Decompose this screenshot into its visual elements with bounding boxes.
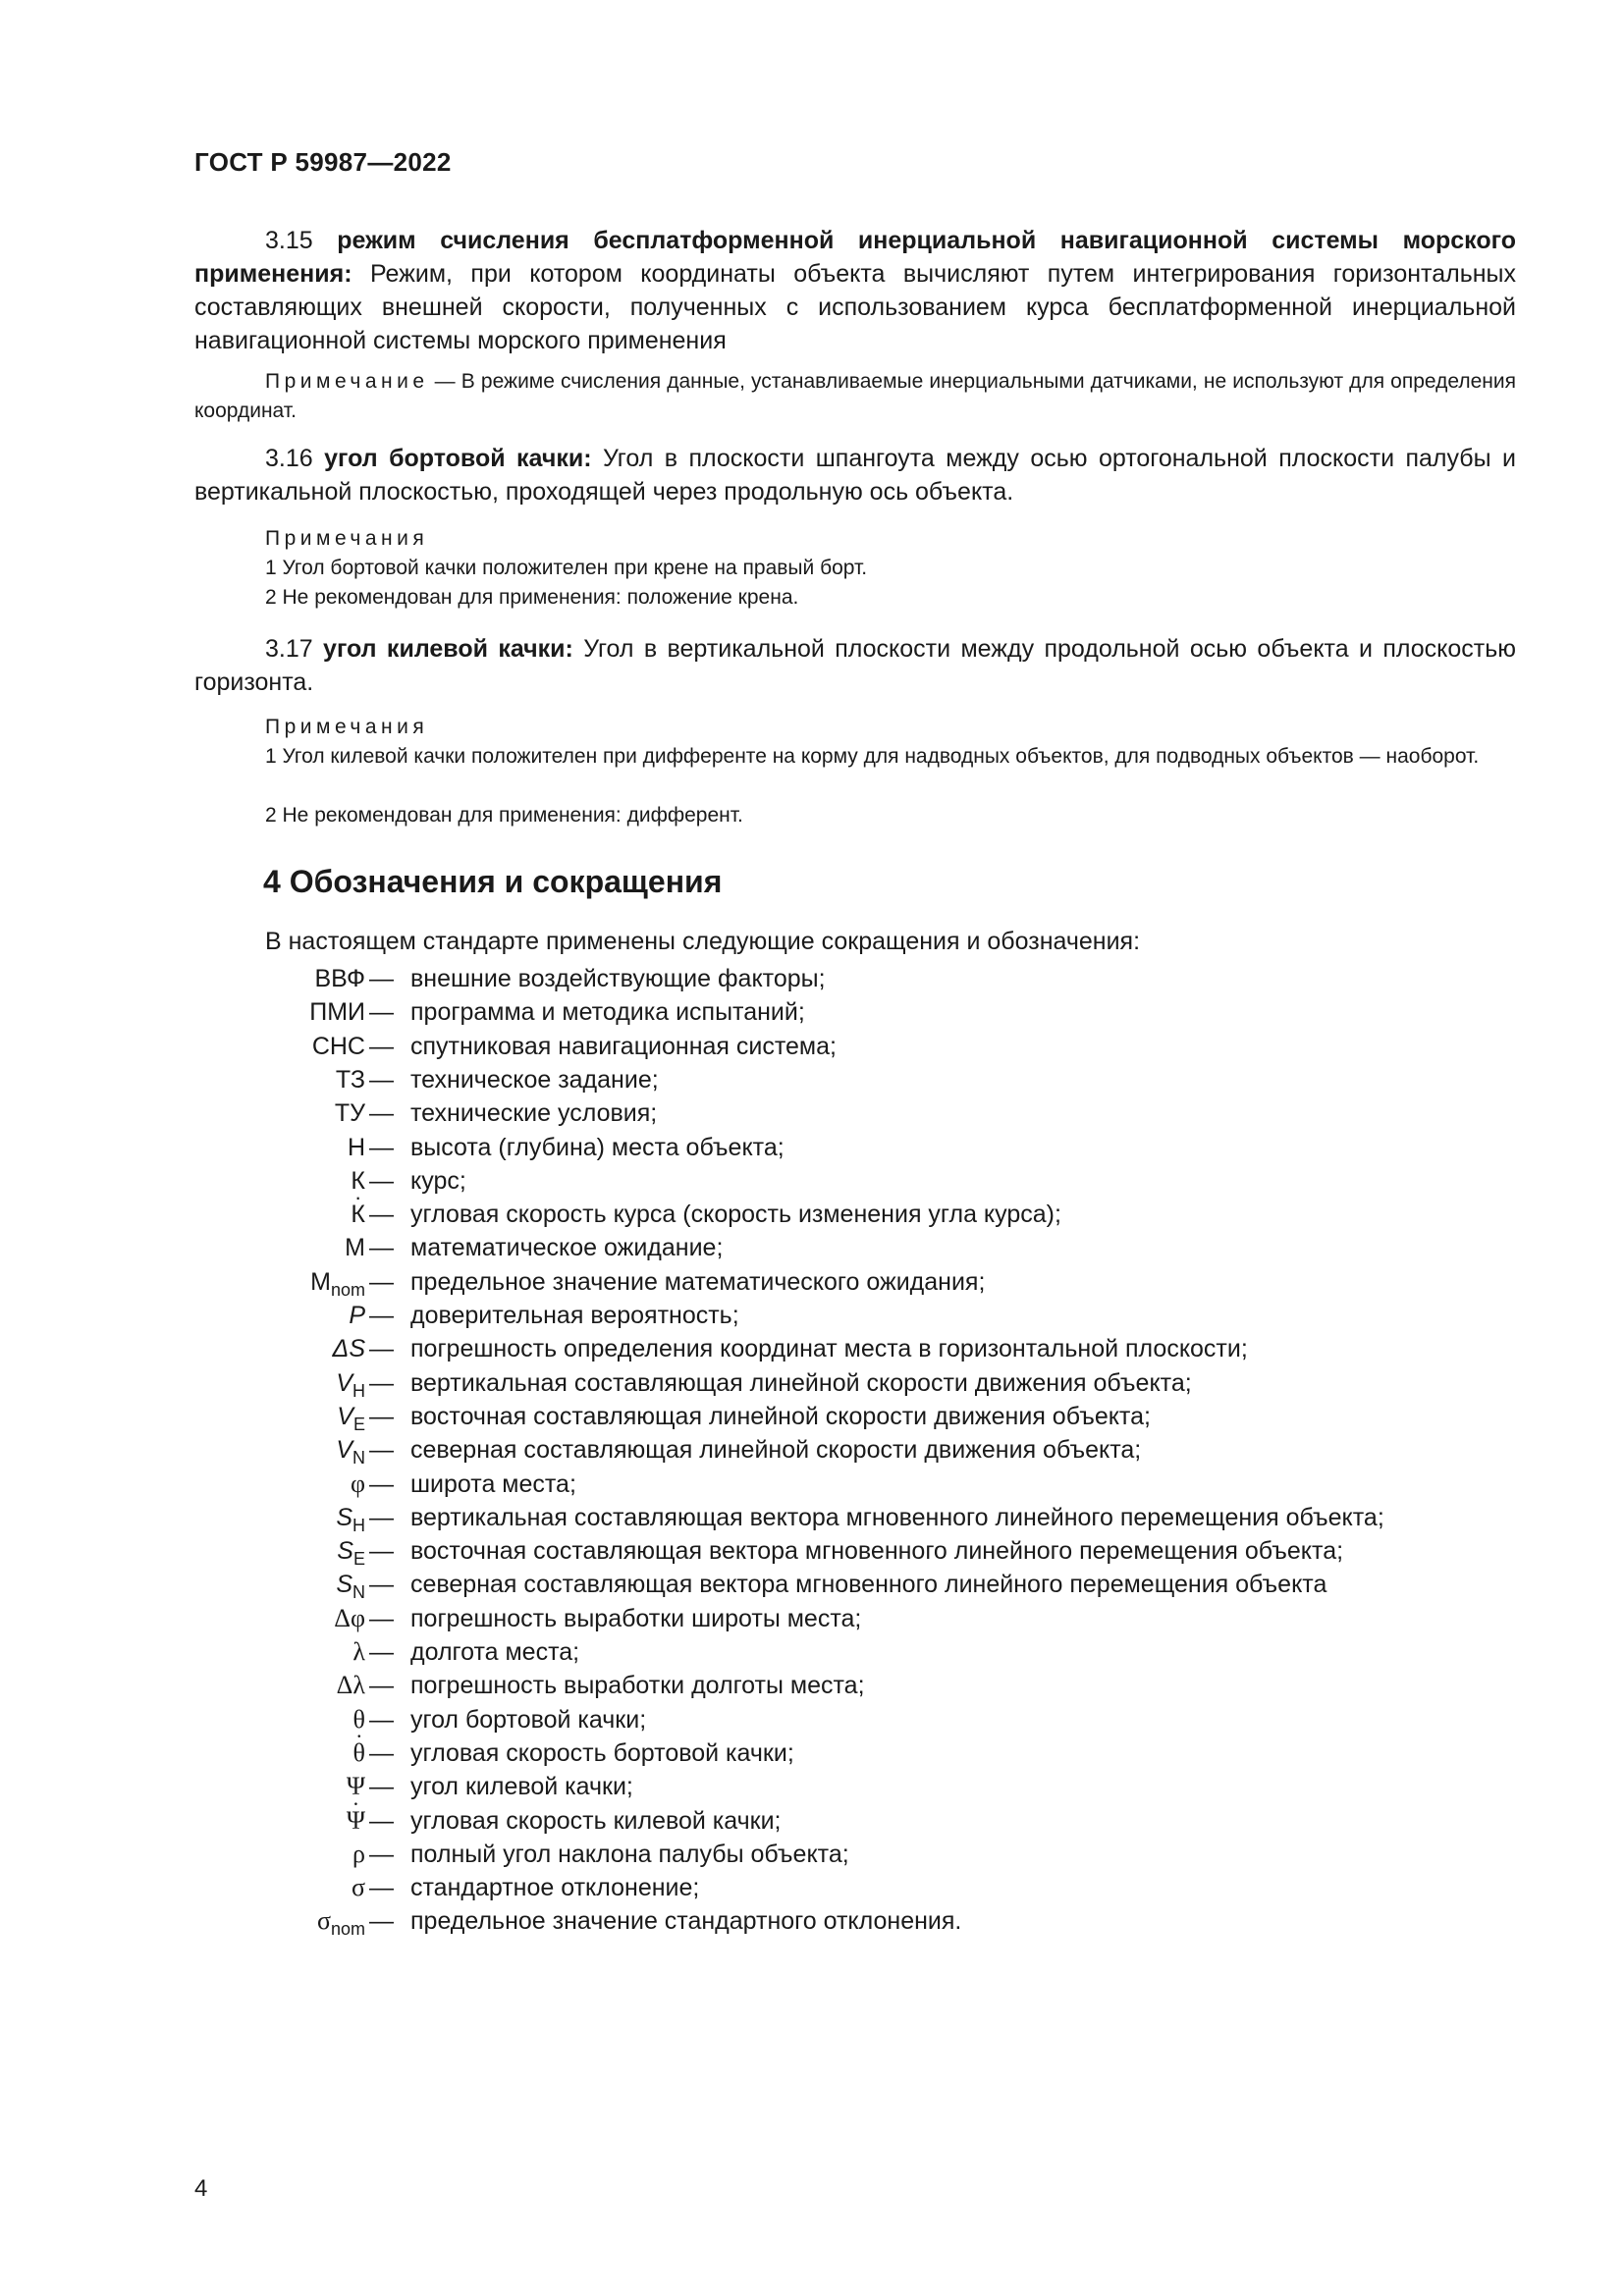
symbol-text: M [310,1267,331,1296]
term-name: режим счисления бесплатформенной инерциальной навигационной системы морского применения: [194,227,1516,288]
document-header: ГОСТ Р 59987—2022 [194,147,452,177]
abbreviation-row [0,1770,1624,1803]
symbol-text: · Ψ [347,1804,365,1838]
symbol-text: S [336,1571,352,1599]
abbreviation-definition: долгота места; [410,1638,580,1666]
symbol-text: ВВФ [314,965,365,992]
note-3-17-1: 1 Угол килевой качки положителен при дифференте на корму для надводных объектов, для подводных объектов — наоборот. [265,745,1480,768]
em-dash: — [369,1436,394,1465]
abbreviation-row [0,1904,1624,1938]
symbol-text: ПМИ [309,998,365,1027]
abbreviation-row [0,1030,1624,1063]
symbol-text: θ [352,1704,365,1734]
abbreviation-symbol [310,1265,365,1299]
symbol-text: S [337,1537,353,1566]
abbreviation-definition: спутниковая навигационная система; [410,1032,837,1060]
abbreviation-definition: северная составляющая вектора мгновенного линейного перемещения объекта [410,1571,1327,1599]
em-dash: — [369,1469,394,1498]
em-dash: — [369,1099,394,1128]
em-dash: — [369,1773,394,1801]
em-dash: — [369,965,394,992]
term-3-15 [194,224,1516,357]
abbreviation-symbol [337,1534,365,1568]
symbol-text: Δφ [334,1603,365,1632]
symbol-subscript: H [352,1515,365,1535]
abbreviation-row [0,1669,1624,1702]
symbol-text: К [351,1166,365,1195]
symbol-text: σ [351,1873,365,1902]
abbreviation-definition: доверительная вероятность; [410,1302,739,1329]
note-text: — В режиме счисления данные, устанавливаемые инерциальными датчиками, не используют для определения координат. [194,370,1516,422]
symbol-text: М [345,1234,365,1262]
abbreviation-row [0,1635,1624,1669]
symbol-text: СНС [311,1032,365,1060]
symbol-text: V [336,1436,352,1465]
abbreviation-definition: вертикальная составляющая линейной скорости движения объекта; [410,1368,1192,1397]
symbol-text: Н [347,1133,365,1161]
abbreviation-row [0,1231,1624,1264]
em-dash: — [369,1638,394,1666]
symbol-text: S [336,1503,352,1531]
abbreviation-symbol [333,1332,365,1365]
symbol-text: Δλ [336,1671,365,1700]
abbreviation-row [0,1400,1624,1433]
abbreviation-definition: угловая скорость бортовой качки; [410,1738,794,1767]
abbreviation-row [0,1265,1624,1299]
abbreviation-definition: внешние воздействующие факторы; [410,965,826,992]
note-label: Примечание [265,370,429,393]
em-dash: — [369,1503,394,1531]
abbreviation-symbol [345,1231,365,1264]
abbreviation-definition: стандартное отклонение; [410,1874,700,1902]
notes-label-3-16: Примечания [265,527,429,550]
abbreviation-definition: угол бортовой качки; [410,1705,647,1734]
abbreviation-definition: северная составляющая линейной скорости движения объекта; [410,1436,1142,1465]
symbol-subscript: N [352,1448,365,1468]
abbreviation-symbol [312,1030,365,1063]
abbreviation-symbol [347,1804,365,1838]
symbol-text: ΔS [332,1335,365,1363]
abbreviation-symbol [336,1433,365,1467]
symbol-text: ТУ [334,1099,365,1128]
abbreviation-row [0,1468,1624,1501]
em-dash: — [369,1201,394,1229]
em-dash: — [369,998,394,1027]
abbreviation-symbol [352,1838,365,1871]
abbreviation-definition: широта места; [410,1469,576,1498]
abbreviation-row [0,1838,1624,1871]
em-dash: — [369,1672,394,1700]
term-name: угол бортовой качки: [324,445,592,472]
em-dash: — [369,1874,394,1902]
abbreviation-row [0,995,1624,1029]
abbreviation-symbol [336,1568,365,1601]
term-number: 3.15 [265,227,313,254]
abbreviation-definition: высота (глубина) места объекта; [410,1133,785,1161]
symbol-subscript: E [352,1549,365,1570]
abbreviation-row [0,962,1624,995]
abbreviation-definition: техническое задание; [410,1065,659,1094]
em-dash: — [369,1907,394,1936]
em-dash: — [369,1166,394,1195]
term-3-16 [194,442,1516,508]
abbreviation-symbol [336,1501,365,1534]
term-definition: Угол в вертикальной плоскости между продольной осью объекта и плоскостью горизонта. [194,635,1516,696]
abbreviation-definition: вертикальная составляющая вектора мгновенного линейного перемещения объекта; [410,1503,1384,1531]
abbreviation-definition: погрешность определения координат места в горизонтальной плоскости; [410,1335,1248,1363]
abbreviation-symbol [309,995,365,1029]
abbreviation-definition: математическое ожидание; [410,1234,724,1262]
abbreviation-symbol [337,1669,365,1702]
abbreviation-row [0,1736,1624,1770]
abbreviation-symbol [314,962,365,995]
abbreviation-definition: полный угол наклона палубы объекта; [410,1840,849,1868]
abbreviation-row [0,1299,1624,1332]
abbreviation-symbol [349,1299,365,1332]
abbreviation-row [0,1568,1624,1601]
note-3-16-1: 1 Угол бортовой качки положителен при крене на правый борт. [265,557,868,579]
em-dash: — [369,1738,394,1767]
em-dash: — [369,1335,394,1363]
symbol-text: Ψ [346,1772,365,1801]
term-number: 3.16 [265,445,313,472]
abbreviation-definition: погрешность выработки долготы места; [410,1672,865,1700]
abbreviation-symbol [352,1871,365,1904]
note-3-16-2: 2 Не рекомендован для применения: положение крена. [265,586,799,609]
symbol-subscript: nom [330,1279,365,1300]
em-dash: — [369,1133,394,1161]
notes-label-3-17: Примечания [265,716,429,738]
note-3-17-2: 2 Не рекомендован для применения: дифферент. [265,804,743,827]
abbreviation-symbol [317,1904,365,1938]
abbreviation-symbol [336,1366,365,1400]
abbreviation-symbol [351,1468,365,1501]
term-definition: Режим, при котором координаты объекта вычисляют путем интегрирования горизонтальных составляющих внешней скорости, полученных с использованием курса бесплатформенной инерциальной навигационной системы морского применения [194,260,1516,354]
abbreviation-row [0,1164,1624,1198]
em-dash: — [369,1302,394,1329]
abbreviation-symbol [337,1400,365,1433]
abbreviation-definition: технические условия; [410,1099,658,1128]
abbreviation-symbol [334,1602,365,1635]
abbreviation-row [0,1804,1624,1838]
abbreviation-row [0,1063,1624,1096]
em-dash: — [369,1537,394,1566]
symbol-text: · θ [353,1736,365,1770]
section-4-title: 4 Обозначения и сокращения [263,864,723,899]
symbol-text: ρ [352,1839,365,1868]
abbreviation-definition: предельное значение математического ожидания; [410,1267,986,1296]
em-dash: — [369,1368,394,1397]
abbreviation-row [0,1703,1624,1736]
em-dash: — [369,1806,394,1835]
abbreviation-row [0,1198,1624,1231]
term-3-17 [194,632,1516,699]
abbreviation-definition: восточная составляющая линейной скорости движения объекта; [410,1402,1151,1430]
em-dash: — [369,1604,394,1632]
symbol-text: σ [316,1906,331,1936]
abbreviation-row [0,1366,1624,1400]
abbreviation-row [0,1871,1624,1904]
em-dash: — [369,1840,394,1868]
abbreviation-symbol [348,1131,365,1164]
abbreviation-row [0,1602,1624,1635]
term-definition: Угол в плоскости шпангоута между осью ортогональной плоскости палубы и вертикальной плоскостью, проходящей через продольную ось объекта. [194,445,1516,506]
abbreviation-definition: предельное значение стандартного отклонения. [410,1907,962,1936]
symbol-text: P [349,1302,365,1329]
em-dash: — [369,1234,394,1262]
symbol-text: ТЗ [335,1065,365,1094]
abbreviation-symbol [352,1635,365,1669]
abbreviation-definition: угловая скорость килевой качки; [410,1806,782,1835]
abbreviation-row [0,1131,1624,1164]
section-4-intro: В настоящем стандарте применены следующие сокращения и обозначения: [265,928,1141,955]
abbreviation-row [0,1534,1624,1568]
symbol-subscript: E [352,1414,365,1434]
abbreviation-symbol [353,1736,365,1770]
note-3-15 [194,367,1516,426]
abbreviation-row [0,1501,1624,1534]
term-number: 3.17 [265,635,313,663]
symbol-text: V [337,1402,353,1430]
abbreviation-definition: курс; [410,1166,466,1195]
term-name: угол килевой качки: [323,635,573,663]
abbreviation-definition: восточная составляющая вектора мгновенного линейного перемещения объекта; [410,1537,1344,1566]
symbol-text: · К [351,1198,365,1231]
abbreviation-symbol [335,1096,365,1130]
em-dash: — [369,1032,394,1060]
symbol-subscript: N [352,1582,365,1603]
symbol-text: λ [352,1637,365,1666]
symbol-subscript: nom [330,1919,365,1940]
em-dash: — [369,1065,394,1094]
abbreviation-symbol [351,1198,365,1231]
abbreviation-definition: погрешность выработки широты места; [410,1604,862,1632]
abbreviation-definition: угловая скорость курса (скорость изменения угла курса); [410,1201,1061,1229]
em-dash: — [369,1402,394,1430]
em-dash: — [369,1571,394,1599]
abbreviation-definition: программа и методика испытаний; [410,998,805,1027]
abbreviation-definition: угол килевой качки; [410,1773,633,1801]
abbreviation-row [0,1433,1624,1467]
em-dash: — [369,1267,394,1296]
abbreviation-row [0,1332,1624,1365]
abbreviation-symbol [336,1063,365,1096]
abbreviation-row [0,1096,1624,1130]
symbol-text: V [336,1368,352,1397]
em-dash: — [369,1705,394,1734]
symbol-subscript: H [352,1380,365,1401]
page-number: 4 [194,2175,208,2202]
symbol-text: φ [350,1468,365,1498]
